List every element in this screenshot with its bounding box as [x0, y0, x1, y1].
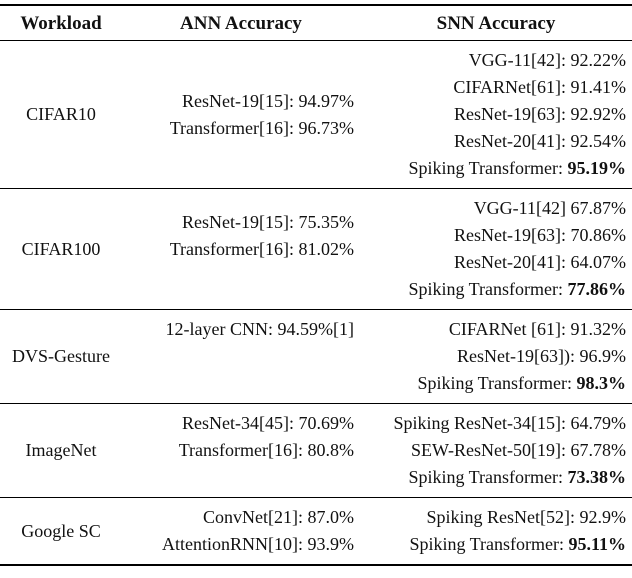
- snn-entry: Spiking ResNet[52]: 92.9%: [426, 507, 626, 527]
- ann-cell: [122, 404, 360, 498]
- row-imagenet: [0, 404, 632, 498]
- snn-cell: [360, 404, 632, 498]
- snn-entry: ResNet-19[63]: 70.86%: [454, 225, 626, 245]
- snn-best-entry: [360, 464, 626, 491]
- snn-entry: Spiking ResNet-34[15]: 64.79%: [393, 413, 626, 433]
- snn-best-label: Spiking Transformer:: [409, 534, 569, 554]
- ann-entry: ResNet-19[15]: 75.35%: [182, 211, 354, 232]
- snn-best-value: 95.19%: [567, 158, 626, 178]
- header-ann-accuracy: ANN Accuracy: [122, 5, 360, 41]
- ann-cell: [122, 41, 360, 189]
- ann-entry: ResNet-34[45]: 70.69%: [182, 413, 354, 433]
- snn-entry: SEW-ResNet-50[19]: 67.78%: [411, 440, 626, 460]
- snn-best-entry: [360, 276, 626, 303]
- row-cifar100: [0, 189, 632, 310]
- snn-entry: ResNet-19[63]: 92.92%: [454, 104, 626, 124]
- snn-entry: ResNet-20[41]: 64.07%: [454, 252, 626, 272]
- row-google-sc: [0, 498, 632, 566]
- ann-cell: [122, 498, 360, 566]
- snn-best-value: 98.3%: [576, 373, 626, 393]
- header-snn-accuracy: SNN Accuracy: [360, 5, 632, 41]
- row-cifar10: [0, 41, 632, 189]
- ann-entry: ResNet-19[15]: 94.97%: [182, 90, 354, 111]
- ann-entry: Transformer[16]: 96.73%: [169, 117, 354, 138]
- ann-entry: Transformer[16]: 81.02%: [169, 238, 354, 259]
- ann-cell: [122, 310, 360, 404]
- workload-cell: CIFAR10: [0, 41, 122, 189]
- row-dvs-gesture: [0, 310, 632, 404]
- ann-entry: AttentionRNN[10]: 93.9%: [162, 534, 354, 554]
- snn-entry: CIFARNet[61]: 91.41%: [453, 77, 626, 97]
- snn-best-entry: [360, 370, 626, 397]
- ann-entry: 12-layer CNN: 94.59%[1]: [165, 319, 354, 339]
- workload-cell: DVS-Gesture: [0, 310, 122, 404]
- snn-entry: CIFARNet [61]: 91.32%: [448, 319, 626, 339]
- ann-entry: ConvNet[21]: 87.0%: [203, 507, 354, 527]
- snn-entry: VGG-11[42] 67.87%: [473, 198, 626, 218]
- snn-best-label: Spiking Transformer:: [417, 373, 577, 393]
- snn-cell: [360, 498, 632, 566]
- snn-cell: [360, 310, 632, 404]
- snn-best-label: Spiking Transformer:: [408, 158, 568, 178]
- header-workload: Workload: [0, 5, 122, 41]
- snn-best-value: 95.11%: [568, 534, 626, 554]
- workload-cell: ImageNet: [0, 404, 122, 498]
- snn-entry: ResNet-20[41]: 92.54%: [454, 131, 626, 151]
- snn-entry: ResNet-19[63]): 96.9%: [457, 346, 626, 366]
- accuracy-comparison-table: [0, 4, 632, 566]
- workload-cell: Google SC: [0, 498, 122, 566]
- snn-best-value: 77.86%: [567, 279, 626, 299]
- snn-entry: VGG-11[42]: 92.22%: [468, 50, 626, 70]
- snn-cell: [360, 189, 632, 310]
- snn-best-value: 73.38%: [567, 467, 626, 487]
- workload-cell: CIFAR100: [0, 189, 122, 310]
- snn-best-entry: [360, 155, 626, 182]
- snn-best-entry: [360, 531, 626, 558]
- snn-best-label: Spiking Transformer:: [408, 467, 568, 487]
- ann-entry: Transformer[16]: 80.8%: [178, 440, 354, 460]
- snn-best-label: Spiking Transformer:: [408, 279, 568, 299]
- header-row: [0, 5, 632, 41]
- ann-cell: [122, 189, 360, 310]
- snn-cell: [360, 41, 632, 189]
